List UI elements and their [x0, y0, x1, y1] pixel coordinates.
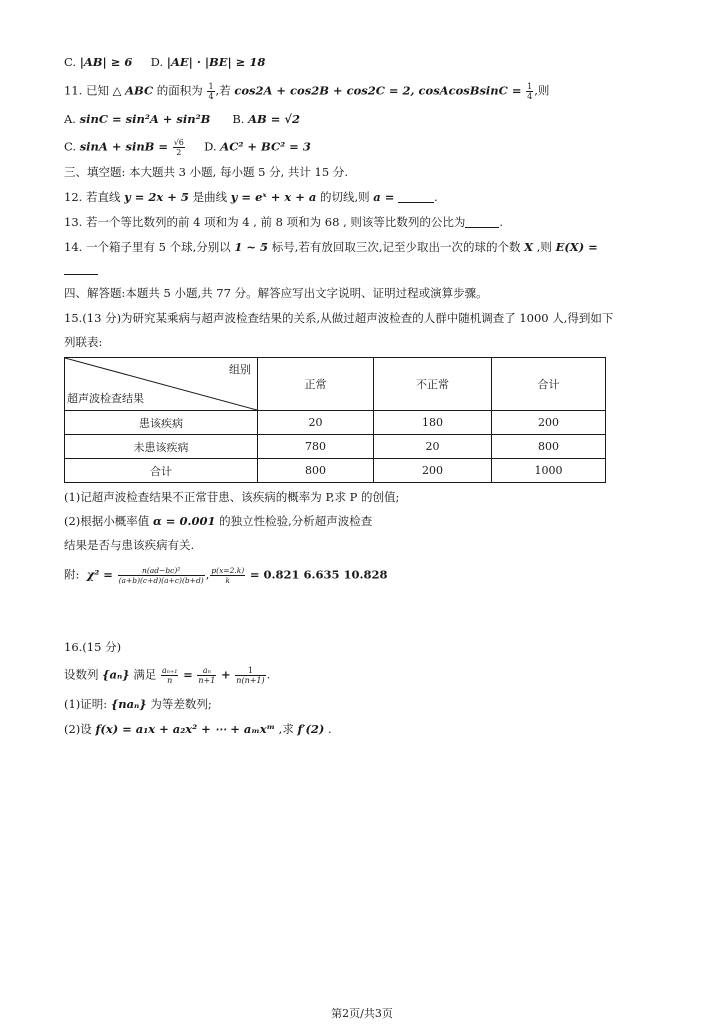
- q10-options: [64, 55, 265, 69]
- q12-answer-blank: [398, 190, 434, 203]
- corner-top-label: 组别: [229, 363, 251, 376]
- opt-a-expr: sinC = sin²A + sin²B: [79, 112, 211, 126]
- opt-a-label: A.: [64, 112, 76, 126]
- q11-area-fraction: $\frac{1}{4}$: [208, 82, 214, 101]
- q15-p2-text: (2)根据小概率值: [64, 514, 153, 528]
- table-cell: 800: [258, 459, 374, 483]
- q14-range: 1 ~ 5: [234, 240, 269, 254]
- q12: [64, 190, 438, 204]
- table-corner-cell: [65, 358, 258, 411]
- opt-c-label: C.: [64, 139, 77, 154]
- q11-text: 已知 △: [85, 83, 126, 98]
- critical-values: = 0.821 6.635 10.828: [249, 567, 388, 582]
- q14-text: 14. 一个箱子里有 5 个球,分别以: [64, 240, 235, 254]
- q15-line1: 15.(13 分)为研究某乘病与超声波检查结果的关系,从做过超声波检查的人群中随机调查了 1000 人,得到如下: [64, 311, 614, 325]
- q14-text: 标号,若有放回取三次,记至少取出一次的球的个数: [268, 240, 525, 254]
- opt-c-expr: sinA + sinB =: [79, 139, 169, 154]
- q11-text: 的面积为: [153, 83, 203, 98]
- q13-answer-blank: [465, 215, 499, 228]
- table-row: [65, 459, 606, 483]
- table-header-row: [65, 358, 606, 411]
- q11-options-ab: [64, 112, 300, 126]
- section-4-heading: 四、解答题:本题共 5 小题,共 77 分。解答应写出文字说明、证明过程或演算步骤。: [64, 286, 488, 300]
- table-cell: 20: [374, 435, 492, 459]
- q13-period: .: [499, 215, 504, 229]
- opt-d-label: D.: [150, 55, 164, 69]
- q14-text: ,则: [533, 240, 556, 254]
- q12-text: 12. 若直线: [64, 190, 125, 204]
- q11-cond-fraction: $\frac{1}{4}$: [527, 82, 533, 101]
- contingency-table: [64, 357, 606, 483]
- q15-appendix: [64, 566, 388, 585]
- opt-d-expr: AC² + BC² = 3: [220, 139, 311, 154]
- q15-alpha-expr: α = 0.001: [152, 514, 216, 528]
- q15-part1: (1)记超声波检查结果不正常苷患、该疾病的概率为 P,求 P 的创值;: [64, 490, 400, 504]
- q16-fraction-1: $\frac{\text{aₙ₊₁}}{n}$: [161, 666, 178, 685]
- q11-triangle: ABC: [125, 83, 154, 98]
- table-row: [65, 411, 606, 435]
- table-cell: 200: [492, 411, 606, 435]
- q16-fraction-3: $\frac{1}{n(n+1)}$: [236, 666, 265, 685]
- opt-c-label: C.: [64, 55, 77, 69]
- q14-var: X: [524, 240, 534, 254]
- q15-line2: 列联表:: [64, 335, 103, 349]
- q13: [64, 215, 503, 229]
- corner-bottom-label: 超声波检查结果: [67, 392, 144, 405]
- opt-c-expr: |AB| ≥ 6: [79, 55, 133, 69]
- opt-b-label: B.: [232, 112, 245, 126]
- appendix-label: 附:: [64, 567, 80, 582]
- table-cell: 1000: [492, 459, 606, 483]
- q16-period: .: [266, 667, 271, 682]
- q11-text: ,则: [534, 83, 550, 98]
- q16-p1-text: 为等差数列;: [146, 697, 212, 711]
- opt-b-expr: AB = √2: [248, 112, 300, 126]
- q11-number: 11.: [64, 83, 83, 98]
- q16-equals: =: [183, 667, 193, 682]
- q12-text: 是曲线: [188, 190, 231, 204]
- q16-part2: [64, 722, 332, 736]
- table-cell: 800: [492, 435, 606, 459]
- q16-heading: 16.(15 分): [64, 640, 122, 654]
- q12-answer-expr: a =: [373, 190, 395, 204]
- q11-condition: cos2A + cos2B + cos2C = 2, cosAcosBsinC =: [234, 83, 522, 98]
- row-label: 合计: [65, 459, 258, 483]
- q14-line2: [64, 262, 98, 276]
- q16-p2-text: .: [324, 722, 332, 736]
- table-cell: 180: [374, 411, 492, 435]
- q16-p1-expr: {naₙ}: [110, 697, 147, 711]
- chi-square-fraction: $\frac{\text{n(ad−bc)²}}{(a+b)(c+d)(a+c)(b+d)}$: [118, 566, 204, 585]
- q16-sequence: {aₙ}: [102, 667, 130, 682]
- q11-text: ,若: [215, 83, 235, 98]
- q15-part2: [64, 514, 372, 528]
- q15-p2-text: 的独立性检验,分析超声波检查: [215, 514, 373, 528]
- q16-part1: [64, 697, 212, 711]
- q13-text: 13. 若一个等比数列的前 4 项和为 4 , 前 8 项和为 68 , 则该等比数列的公比为: [64, 215, 466, 229]
- page-footer: 第2页/共3页: [331, 1007, 393, 1020]
- table-header-cell: 正常: [258, 358, 374, 411]
- q16-p2-text: ,求: [275, 722, 298, 736]
- q16-p2-text: (2)设: [64, 722, 96, 736]
- appendix-separator: ,: [205, 567, 210, 582]
- chi-square-symbol: χ² =: [86, 567, 113, 582]
- q11-stem: [64, 82, 549, 101]
- table-row: [65, 435, 606, 459]
- q16-p2-function: f(x) = a₁x + a₂x² + ⋯ + aₘxᵐ: [95, 722, 276, 736]
- table-header-cell: 合计: [492, 358, 606, 411]
- q16-stem: [64, 666, 270, 685]
- opt-d-expr: |AE| · |BE| ≥ 18: [166, 55, 266, 69]
- q12-line-expr: y = 2x + 5: [124, 190, 189, 204]
- q16-fraction-2: $\frac{\text{aₙ}}{n+1}$: [198, 666, 216, 685]
- q14: [64, 240, 598, 254]
- q16-text: 设数列: [64, 667, 103, 682]
- table-cell: 200: [374, 459, 492, 483]
- q16-plus: +: [221, 667, 231, 682]
- opt-d-label: D.: [204, 139, 217, 154]
- q14-expectation: E(X) =: [555, 240, 598, 254]
- q15-part2-line2: 结果是否与患该疾病有关.: [64, 538, 195, 552]
- row-label: 未患该疾病: [65, 435, 258, 459]
- q11-options-cd: [64, 138, 311, 157]
- q14-answer-blank: [64, 262, 98, 275]
- probability-fraction: $\frac{p(x=2.k)}{k}$: [211, 566, 245, 585]
- section-3-heading: 三、填空题: 本大题共 3 小题, 每小题 5 分, 共计 15 分.: [64, 165, 349, 179]
- table-cell: 20: [258, 411, 374, 435]
- q16-p1-text: (1)证明:: [64, 697, 111, 711]
- table-header-cell: 不正常: [374, 358, 492, 411]
- q16-text: 满足: [129, 667, 160, 682]
- table-cell: 780: [258, 435, 374, 459]
- q12-period: .: [434, 190, 438, 204]
- q12-text: 的切线,则: [316, 190, 374, 204]
- q12-curve-expr: y = eˣ + x + a: [230, 190, 317, 204]
- row-label: 患该疾病: [65, 411, 258, 435]
- opt-c-fraction: $\frac{√6}{2}$: [173, 138, 184, 157]
- q16-p2-derivative: f′(2): [297, 722, 325, 736]
